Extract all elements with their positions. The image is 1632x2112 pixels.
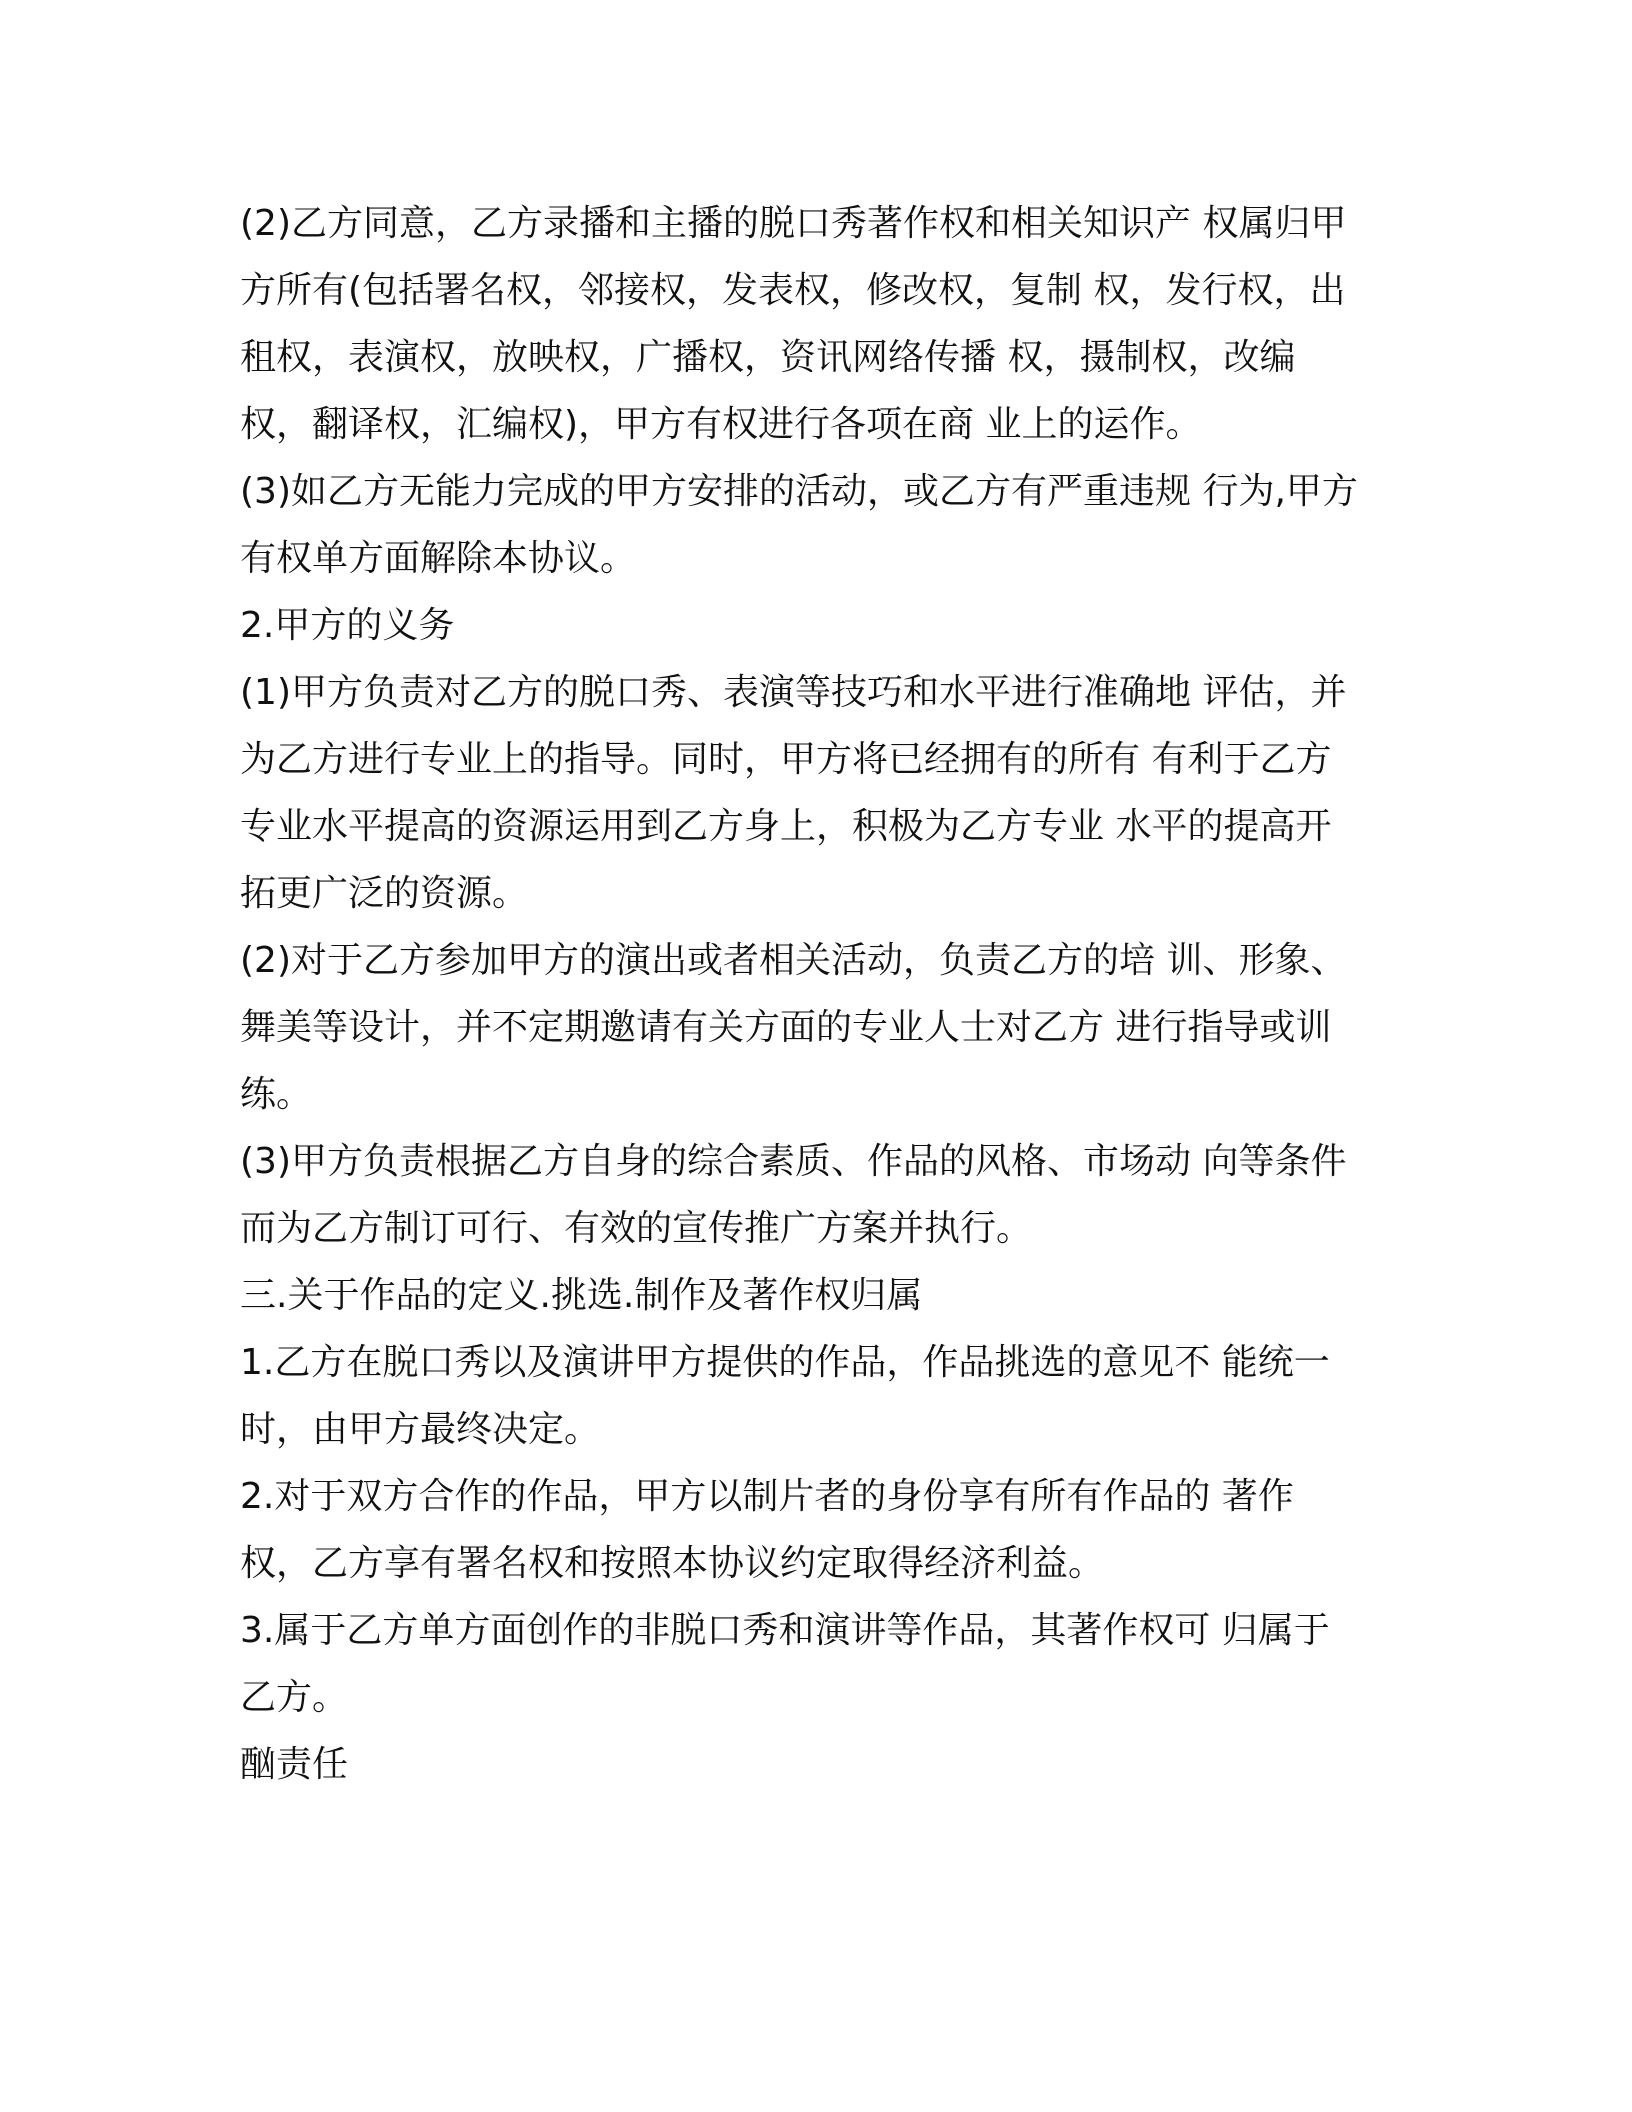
contract-body-text [240,190,1400,1798]
heading-works-copyright-section: 三.关于作品的定义.挑选.制作及著作权归属 [240,1275,923,1316]
heading-liability: 酗责任 [240,1744,349,1785]
paragraph-termination-right: (3)如乙方无能力完成的甲方安排的活动，或乙方有严重违规 行为,甲方 有权单方面解除本协议。 [240,471,1358,579]
paragraph-copyright-ownership: (2)乙方同意，乙方录播和主播的脱口秀著作权和相关知识产 权属归甲 方所有(包括署名权，邻接权，发表权，修改权，复制 权，发行权，出 租权，表演权，放映权，广播权，资讯网络传播 权，摄制权，改编 权，翻译权，汇编权)，甲方有权进行各项在商 业上的运作。 [240,203,1347,445]
paragraph-promotion-plan: (3)甲方负责根据乙方自身的综合素质、作品的风格、市场动 向等条件 而为乙方制订可行、有效的宣传推广方案并执行。 [240,1141,1347,1249]
paragraph-work-selection: 1.乙方在脱口秀以及演讲甲方提供的作品，作品挑选的意见不 能统一 时，由甲方最终决定。 [240,1342,1330,1450]
paragraph-joint-works-copyright: 2.对于双方合作的作品，甲方以制片者的身份享有所有作品的 著作 权，乙方享有署名权和按照本协议约定取得经济利益。 [240,1476,1294,1584]
paragraph-evaluation-guidance: (1)甲方负责对乙方的脱口秀、表演等技巧和水平进行准确地 评估，并 为乙方进行专业上的指导。同时，甲方将已经拥有的所有 有利于乙方 专业水平提高的资源运用到乙方身上，积极为乙方专业 水平的提高开 拓更广泛的资源。 [240,672,1347,914]
heading-party-a-obligations: 2.甲方的义务 [240,605,455,646]
paragraph-independent-works: 3.属于乙方单方面创作的非脱口秀和演讲等作品，其著作权可 归属于 乙方。 [240,1610,1330,1718]
paragraph-training-design: (2)对于乙方参加甲方的演出或者相关活动，负责乙方的培 训、形象、 舞美等设计，并不定期邀请有关方面的专业人士对乙方 进行指导或训 练。 [240,940,1347,1115]
